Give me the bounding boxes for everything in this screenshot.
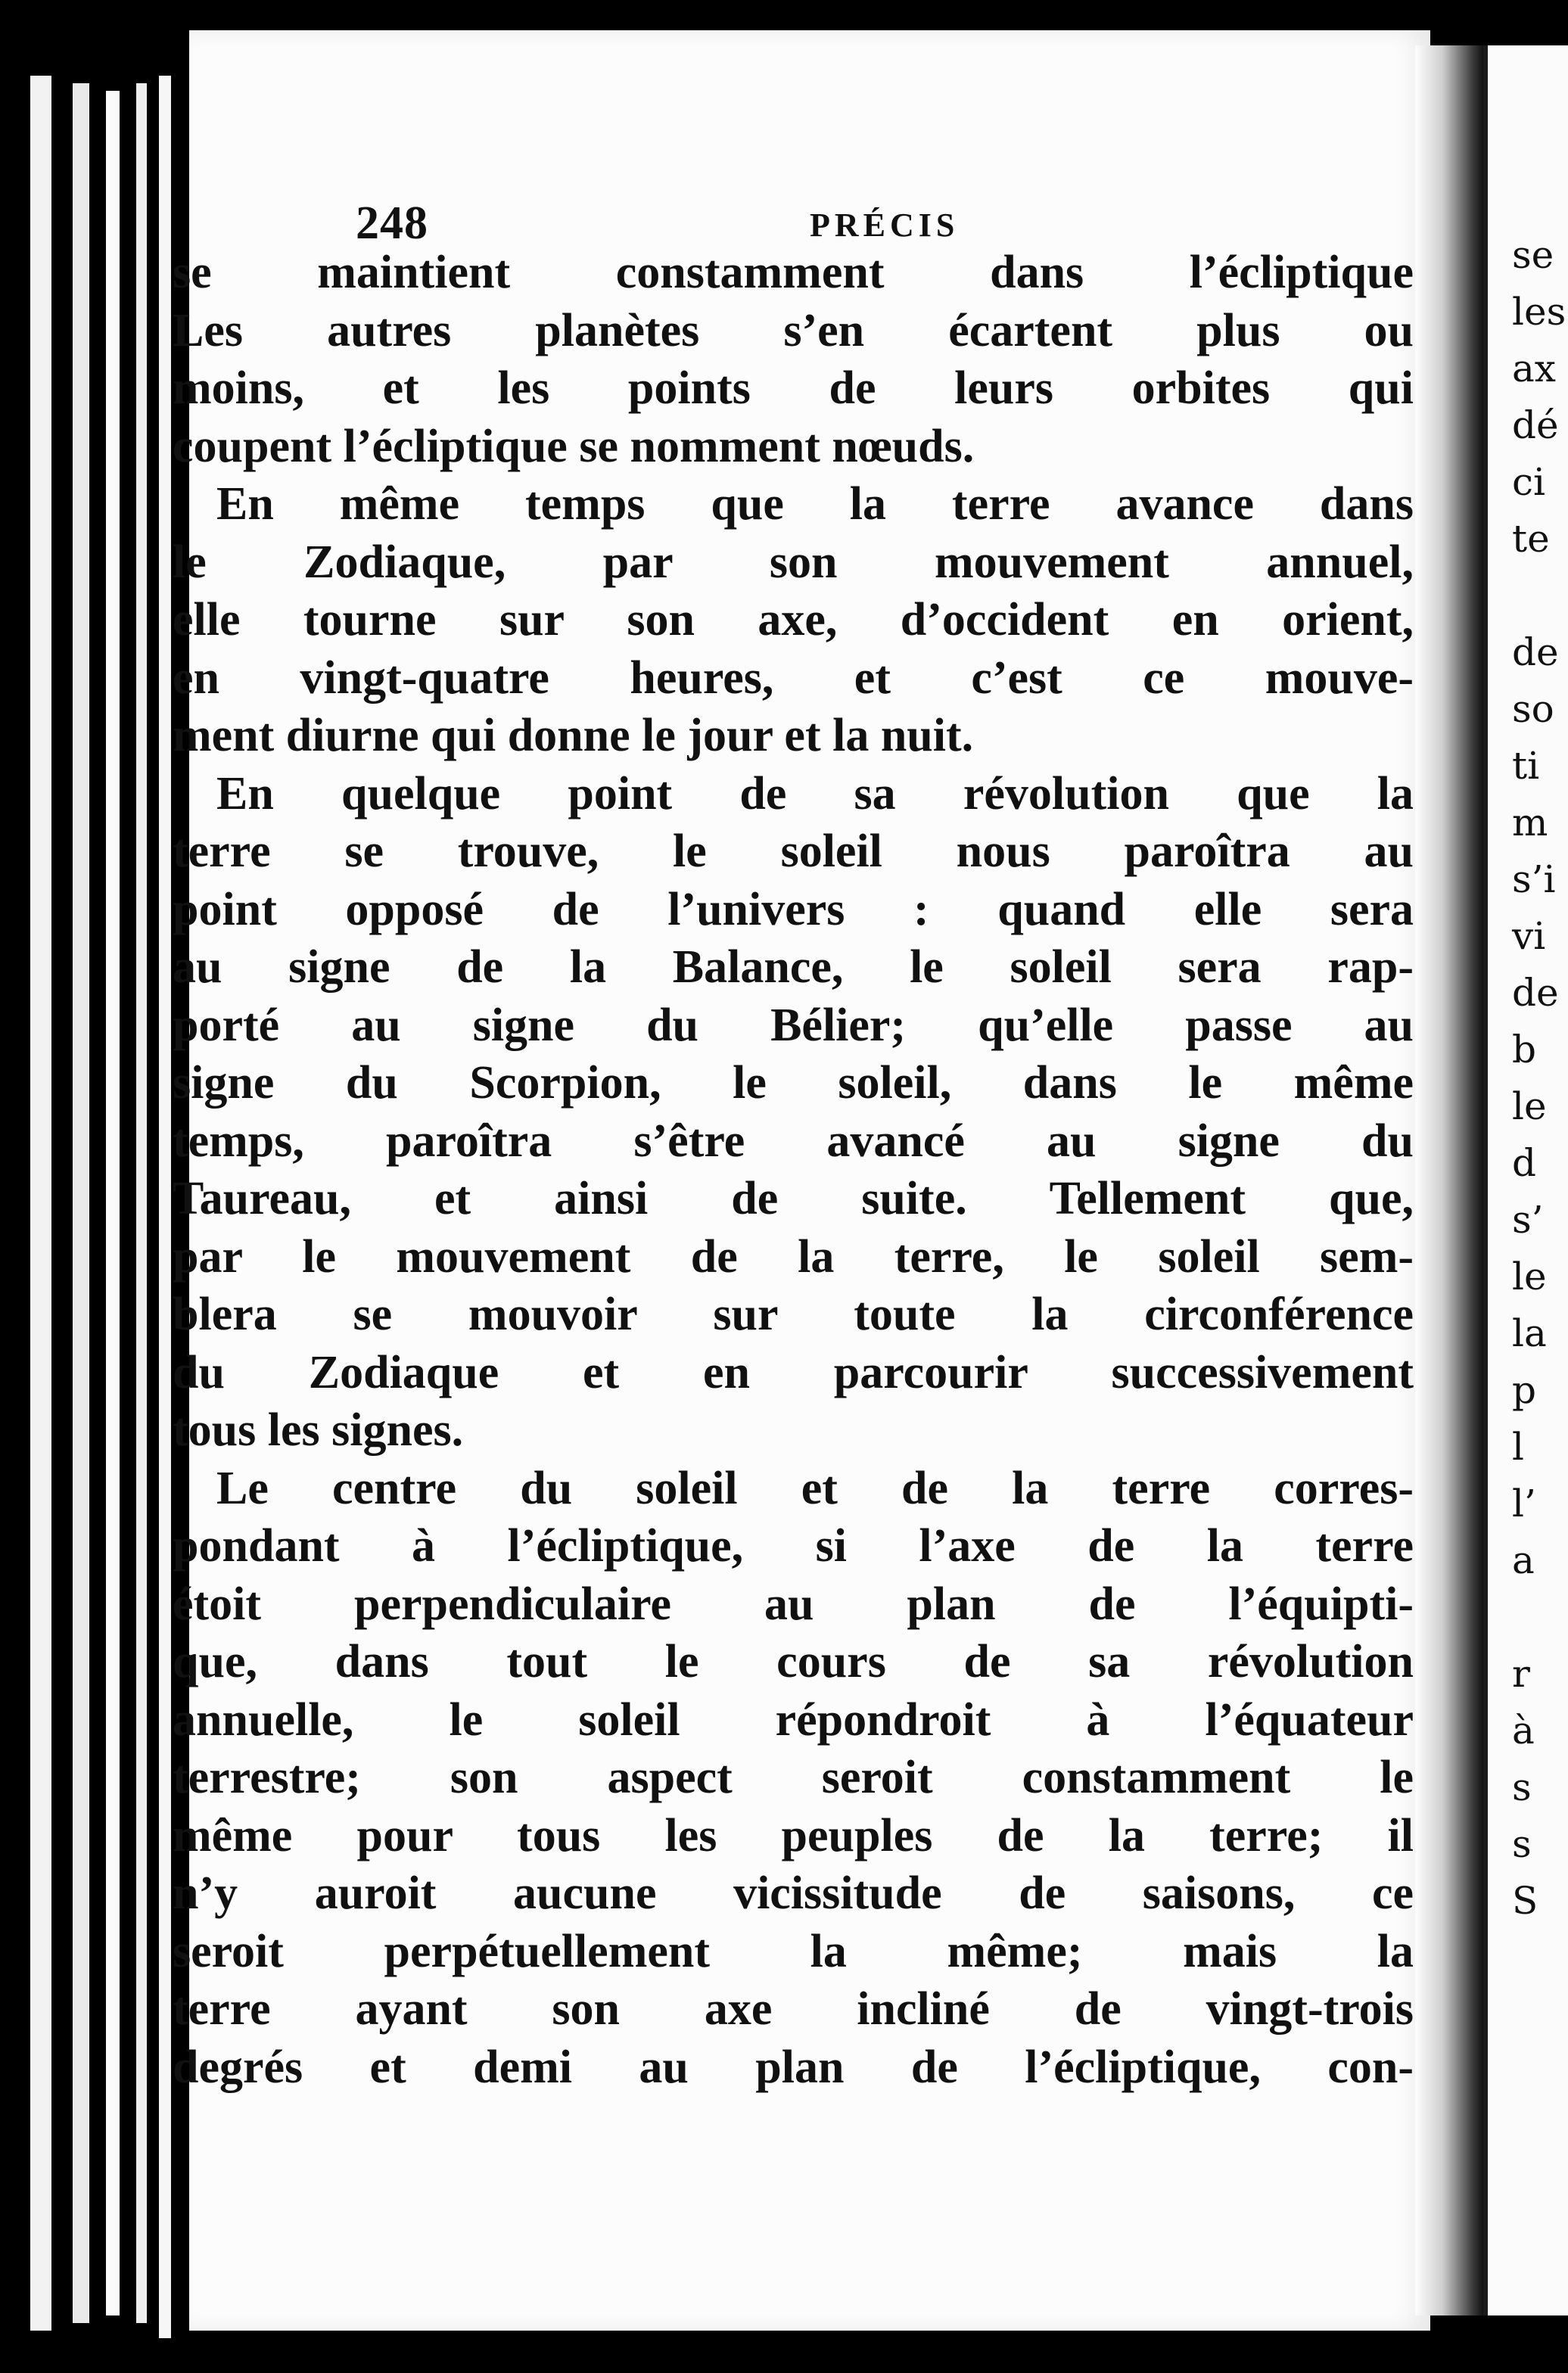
facing-line-fragment: vi xyxy=(1512,914,1546,958)
text-line: étoit perpendiculaire au plan de l’équipti- xyxy=(173,1578,1414,1630)
text-line: même pour tous les peuples de la terre; il xyxy=(173,1809,1414,1861)
text-line: En même temps que la terre avance dans xyxy=(216,478,1414,530)
facing-line-fragment: te xyxy=(1512,517,1550,561)
facing-line-fragment: m xyxy=(1512,801,1548,844)
text-line: par le mouvement de la terre, le soleil sem- xyxy=(173,1230,1414,1283)
facing-line-fragment: ax xyxy=(1512,347,1557,390)
text-line: degrés et demi au plan de l’écliptique, con- xyxy=(173,2041,1414,2093)
text-line: Les autres planètes s’en écartent plus ou xyxy=(173,304,1414,356)
facing-line-fragment: ti xyxy=(1512,744,1540,788)
text-line: se maintient constamment dans l’écliptique xyxy=(173,247,1414,298)
text-line: blera se mouvoir sur toute la circonférence xyxy=(173,1289,1414,1340)
facing-line-fragment: b xyxy=(1512,1028,1537,1071)
text-line: Taureau, et ainsi de suite. Tellement que, xyxy=(173,1173,1414,1224)
text-line: moins, et les points de leurs orbites qui xyxy=(173,362,1414,414)
facing-line-fragment: à xyxy=(1512,1709,1535,1753)
text-line: pondant à l’écliptique, si l’axe de la terre xyxy=(173,1520,1414,1572)
page-edge xyxy=(30,76,51,2331)
text-line: n’y auroit aucune vicissitude de saisons, ce xyxy=(173,1868,1414,1919)
facing-line-fragment: d xyxy=(1512,1141,1537,1185)
book-gutter xyxy=(1415,45,1483,2315)
body-text xyxy=(173,244,1414,2096)
page-number: 248 xyxy=(356,197,428,249)
facing-line-fragment: a xyxy=(1512,1538,1535,1582)
text-line: En quelque point de sa révolution que la xyxy=(216,767,1414,820)
facing-line-fragment: les xyxy=(1512,290,1566,334)
text-line: temps, paroîtra s’être avancé au signe du xyxy=(173,1115,1414,1167)
text-line: ment diurne qui donne le jour et la nuit. xyxy=(173,710,974,761)
facing-line-fragment: la xyxy=(1512,1311,1547,1355)
running-head: PRÉCIS xyxy=(810,207,960,244)
facing-line-fragment: s xyxy=(1512,1822,1532,1866)
facing-line-fragment: de xyxy=(1512,971,1559,1015)
page-edge xyxy=(73,83,89,2323)
text-line: annuelle, le soleil répondroit à l’équateur xyxy=(173,1693,1414,1746)
facing-line-fragment: p xyxy=(1512,1368,1537,1412)
facing-line-fragment: l’ xyxy=(1512,1482,1536,1526)
page-edge xyxy=(106,91,120,2315)
facing-line-fragment: S xyxy=(1512,1879,1538,1923)
text-line: coupent l’écliptique se nomment nœuds. xyxy=(173,420,975,472)
page-edge xyxy=(136,83,147,2323)
facing-line-fragment: se xyxy=(1512,233,1554,277)
facing-line-fragment: s’ xyxy=(1512,1198,1544,1242)
facing-line-fragment xyxy=(1512,568,1568,624)
facing-line-fragment xyxy=(1512,1589,1568,1646)
text-line: terre ayant son axe incliné de vingt-trois xyxy=(173,1983,1414,2035)
text-line: en vingt-quatre heures, et c’est ce mouve- xyxy=(173,652,1414,704)
facing-line-fragment: le xyxy=(1512,1255,1547,1298)
text-line: du Zodiaque et en parcourir successivement xyxy=(173,1346,1414,1398)
text-line: porté au signe du Bélier; qu’elle passe au xyxy=(173,999,1414,1051)
facing-line-fragment: dé xyxy=(1512,403,1559,447)
facing-line-fragment: le xyxy=(1512,1084,1547,1128)
text-line: elle tourne sur son axe, d’occident en orient, xyxy=(173,594,1414,645)
page-edge xyxy=(159,76,171,2338)
facing-line-fragment: so xyxy=(1512,687,1554,731)
facing-page xyxy=(1483,45,1568,2315)
text-line: Le centre du soleil et de la terre corres- xyxy=(216,1462,1414,1514)
text-line: que, dans tout le cours de sa révolution xyxy=(173,1636,1414,1687)
text-line: tous les signes. xyxy=(173,1404,464,1456)
facing-line-fragment: s xyxy=(1512,1765,1532,1809)
facing-line-fragment: de xyxy=(1512,630,1559,674)
text-line: terre se trouve, le soleil nous paroîtra au xyxy=(173,826,1414,877)
text-line: terrestre; son aspect seroit constamment le xyxy=(173,1752,1414,1803)
facing-line-fragment: l xyxy=(1512,1425,1524,1469)
text-line: signe du Scorpion, le soleil, dans le même xyxy=(173,1057,1414,1109)
text-line: au signe de la Balance, le soleil sera rap- xyxy=(173,941,1414,993)
text-line: le Zodiaque, par son mouvement annuel, xyxy=(173,536,1414,588)
facing-page-text xyxy=(1512,227,1568,1930)
text-line: point opposé de l’univers : quand elle sera xyxy=(173,883,1414,935)
facing-line-fragment: r xyxy=(1512,1652,1530,1696)
facing-line-fragment: ci xyxy=(1512,460,1545,504)
text-line: seroit perpétuellement la même; mais la xyxy=(173,1925,1414,1977)
facing-line-fragment: s’i xyxy=(1512,857,1556,901)
